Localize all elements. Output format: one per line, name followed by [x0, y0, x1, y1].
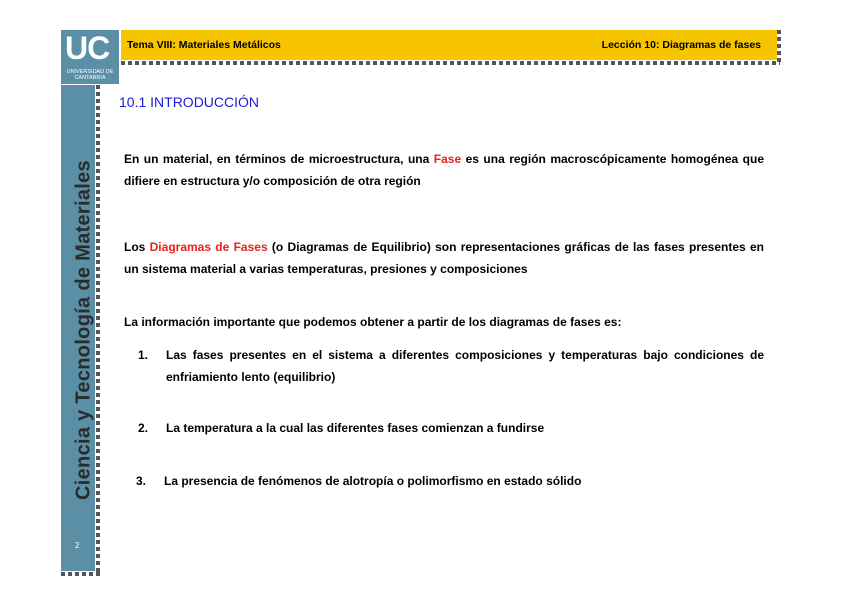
list-text: La presencia de fenómenos de alotropía o polimorfismo en estado sólido	[164, 474, 582, 488]
header-lesson: Lección 10: Diagramas de fases	[601, 39, 761, 51]
p2-text-before: Los	[124, 240, 150, 254]
logo-text: UC	[65, 30, 110, 66]
p1-text-before: En un material, en términos de microestructura, una	[124, 152, 434, 166]
sidebar-dashed-border	[96, 85, 100, 573]
section-title: 10.1 INTRODUCCIÓN	[119, 94, 260, 110]
list-number: 2.	[138, 421, 149, 435]
list-text: Las fases presentes en el sistema a diferentes composiciones y temperaturas bajo condiciones de enfriamiento lento (equilibrio)	[166, 348, 764, 384]
header-dashed-border-right	[777, 30, 781, 63]
logo-subtext: UNIVERSIDAD DE CANTABRIA	[66, 69, 114, 81]
p1-highlight: Fase	[433, 152, 462, 166]
p2-text-after: (o Diagramas de Equilibrio) son representaciones gráficas de las fases presentes en un sistema material a varias temperaturas, presiones y composiciones	[124, 240, 764, 276]
header-topic: Tema VIII: Materiales Metálicos	[127, 39, 281, 51]
p2-highlight: Diagramas de Fases	[149, 240, 268, 254]
paragraph-fase-definition	[124, 148, 764, 192]
paragraph-diagramas-definition	[124, 236, 764, 280]
paragraph-information-intro: La información importante que podemos obtener a partir de los diagramas de fases es:	[124, 315, 622, 329]
list-number: 1.	[138, 348, 149, 362]
header-dashed-border	[121, 61, 780, 65]
list-number: 3.	[136, 474, 147, 488]
list-text: La temperatura a la cual las diferentes fases comienzan a fundirse	[166, 421, 545, 435]
header-bar	[121, 30, 777, 60]
page-number: 2	[75, 541, 80, 550]
sidebar-dashed-border-bottom	[61, 572, 100, 576]
university-logo	[61, 30, 119, 84]
sidebar-title: Ciencia y Tecnología de Materiales	[72, 160, 95, 500]
p1-text-after: es una región macroscópicamente homogénea que difiere en estructura y/o composición de otra región	[124, 152, 764, 188]
